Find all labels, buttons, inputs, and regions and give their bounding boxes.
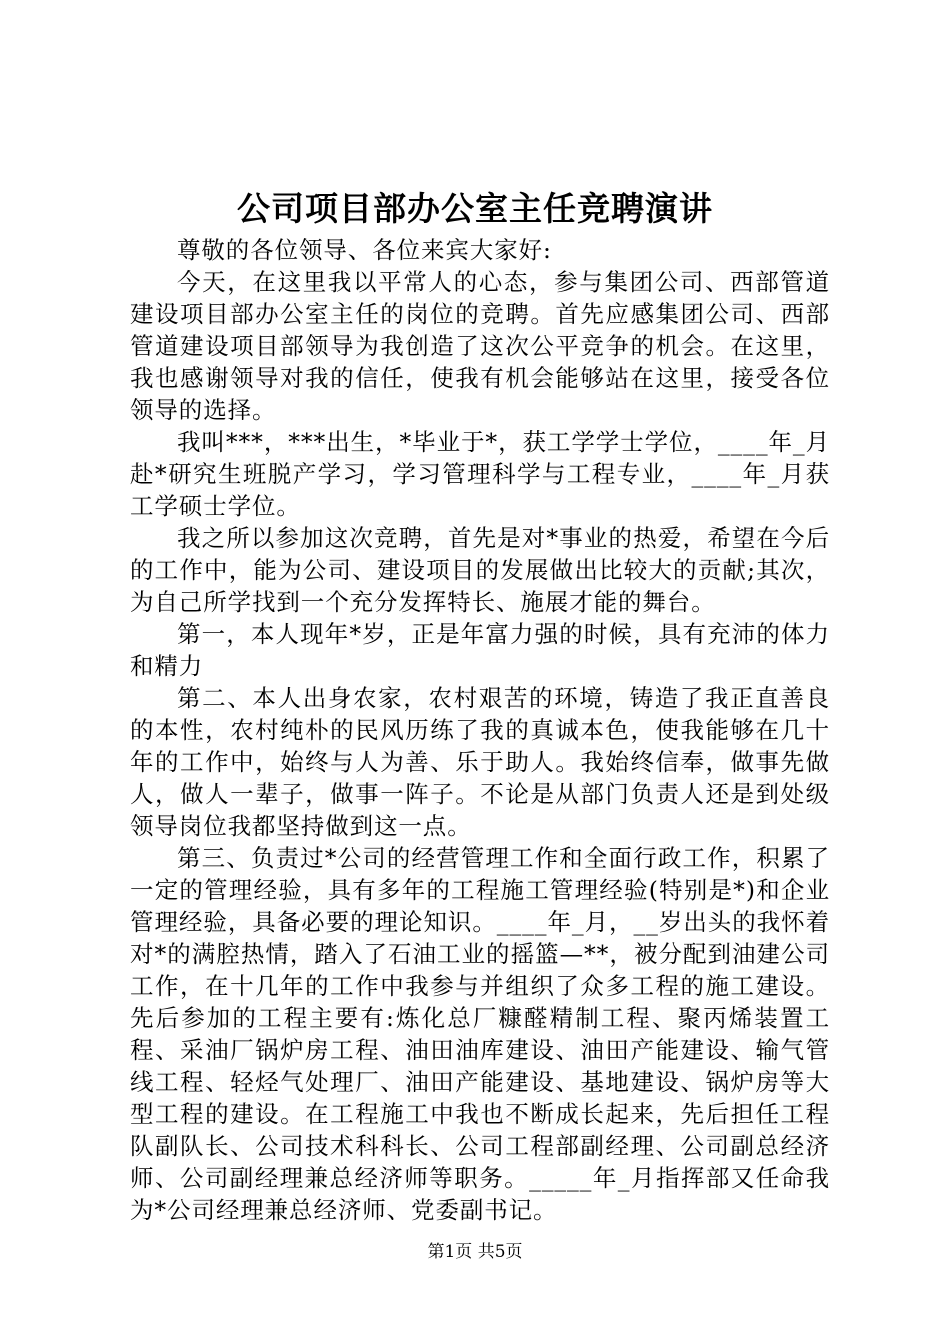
paragraph-first-point: 第一，本人现年*岁，正是年富力强的时候，具有充沛的体力和精力 <box>130 620 830 680</box>
document-body <box>130 234 830 1226</box>
paragraph-third-point: 第三、负责过*公司的经营管理工作和全面行政工作，积累了一定的管理经验，具有多年的工程施工管理经验(特别是*)和企业管理经验，具备必要的理论知识。____年_月，__岁出头的我怀着对*的满腔热情，踏入了石油工业的摇篮—**，被分配到油建公司工作，在十几年的工作中我参与并组织了众多工程的施工建设。先后参加的工程主要有:炼化总厂糠醛精制工程、聚丙烯装置工程、采油厂锅炉房工程、油田油库建设、油田产能建设、输气管线工程、轻烃气处理厂、油田产能建设、基地建设、锅炉房等大型工程的建设。在工程施工中我也不断成长起来，先后担任工程队副队长、公司技术科科长、公司工程部副经理、公司副总经济师、公司副经理兼总经济师等职务。_____年_月指挥部又任命我为*公司经理兼总经济师、党委副书记。 <box>130 844 830 1224</box>
document-title: 公司项目部办公室主任竞聘演讲 <box>237 189 713 228</box>
page-number-footer: 第1页 共5页 <box>427 1242 523 1262</box>
paragraph-motivation: 我之所以参加这次竞聘，首先是对*事业的热爱，希望在今后的工作中，能为公司、建设项目的发展做出比较大的贡献;其次，为自己所学找到一个充分发挥特长、施展才能的舞台。 <box>130 524 830 616</box>
paragraph-intro: 今天，在这里我以平常人的心态，参与集团公司、西部管道建设项目部办公室主任的岗位的竞聘。首先应感集团公司、西部管道建设项目部领导为我创造了这次公平竞争的机会。在这里，我也感谢领导对我的信任，使我有机会能够站在这里，接受各位领导的选择。 <box>130 268 830 424</box>
paragraph-second-point: 第二、本人出身农家，农村艰苦的环境，铸造了我正直善良的本性，农村纯朴的民风历练了我的真诚本色，使我能够在几十年的工作中，始终与人为善、乐于助人。我始终信奉，做事先做人，做人一辈子，做事一阵子。不论是从部门负责人还是到处级领导岗位我都坚持做到这一点。 <box>130 684 830 840</box>
paragraph-greeting: 尊敬的各位领导、各位来宾大家好: <box>177 236 552 264</box>
paragraph-background: 我叫***，***出生，*毕业于*，获工学学士学位，____年_月赴*研究生班脱产学习，学习管理科学与工程专业，____年_月获工学硕士学位。 <box>130 428 830 520</box>
